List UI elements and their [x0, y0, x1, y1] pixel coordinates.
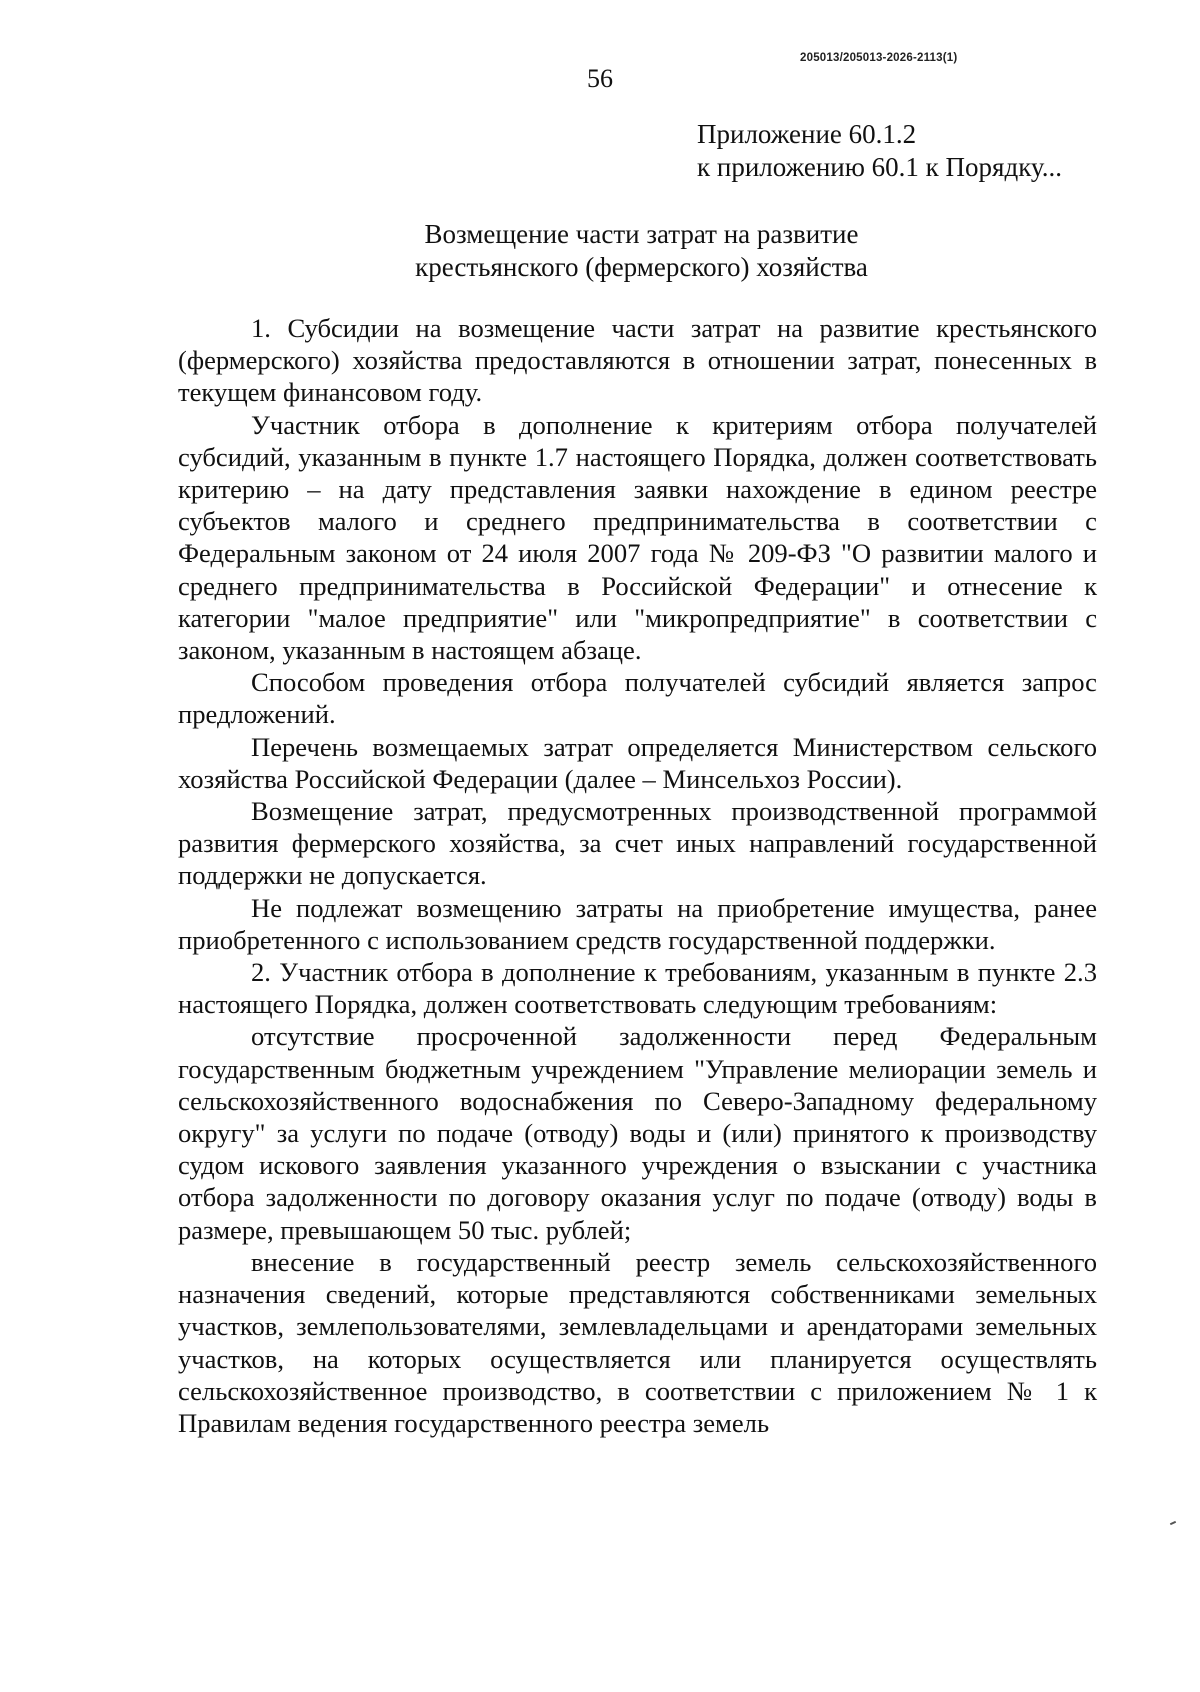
paragraph: Возмещение затрат, предусмотренных производственной программой развития фермерского хозяйства, за счет иных направлений государственной поддержки не допускается. — [178, 796, 1097, 891]
scan-mark — [1170, 1521, 1176, 1525]
appendix-line-1: Приложение 60.1.2 — [697, 119, 917, 149]
paragraph: Участник отбора в дополнение к критериям отбора получателей субсидий, указанным в пункте 1.7 настоящего Порядка, должен соответствовать критерию – на дату представления заявки нахождение в едином реестре субъектов малого и среднего предпринимательства в соответствии с Федеральным законом от 24 июля 2007 года № 209-ФЗ "О развитии малого и среднего предпринимательства в Российской Федерации" и отнесение к категории "малое предприятие" или "микропредприятие" в соответствии с законом, указанным в настоящем абзаце. — [178, 409, 1097, 666]
appendix-reference — [697, 118, 1062, 184]
paragraph: Перечень возмещаемых затрат определяется Министерством сельского хозяйства Российской Федерации (далее – Минсельхоз России). — [178, 731, 1097, 794]
paragraph: 1. Субсидии на возмещение части затрат на развитие крестьянского (фермерского) хозяйства предоставляются в отношении затрат, понесенных в текущем финансовом году. — [178, 313, 1097, 408]
paragraph: внесение в государственный реестр земель сельскохозяйственного назначения сведений, которые представляются собственниками земельных участков, землепользователями, землевладельцами и арендаторами земельных участков, на которых осуществляется или планируется осуществлять сельскохозяйственное производство, в соответствии с приложением № 1 к Правилам ведения государственного реестра земель — [178, 1246, 1097, 1438]
paragraph: Не подлежат возмещению затраты на приобретение имущества, ранее приобретенного с использованием средств государственной поддержки. — [178, 892, 1097, 955]
document-id: 205013/205013-2026-2113(1) — [800, 52, 958, 64]
section-title — [0, 218, 1200, 284]
appendix-line-2: к приложению 60.1 к Порядку... — [697, 152, 1062, 182]
body-text — [178, 312, 1097, 1439]
title-line-2: крестьянского (фермерского) хозяйства — [415, 252, 868, 282]
paragraph: отсутствие просроченной задолженности перед Федеральным государственным бюджетным учреждением "Управление мелиорации земель и сельскохозяйственного водоснабжения по Северо-Западному федеральному округу" за услуги по подаче (отводу) воды и (или) принятого к производству судом искового заявления указанного учреждения о взыскании с участника отбора задолженности по договору оказания услуг по подаче (отводу) воды в размере, превышающем 50 тыс. рублей; — [178, 1021, 1097, 1245]
title-line-1: Возмещение части затрат на развитие — [424, 219, 859, 249]
paragraph: 2. Участник отбора в дополнение к требованиям, указанным в пункте 2.3 настоящего Порядка, должен соответствовать следующим требованиям: — [178, 957, 1097, 1020]
paragraph: Способом проведения отбора получателей субсидий является запрос предложений. — [178, 667, 1097, 730]
page-number: 56 — [587, 64, 613, 93]
